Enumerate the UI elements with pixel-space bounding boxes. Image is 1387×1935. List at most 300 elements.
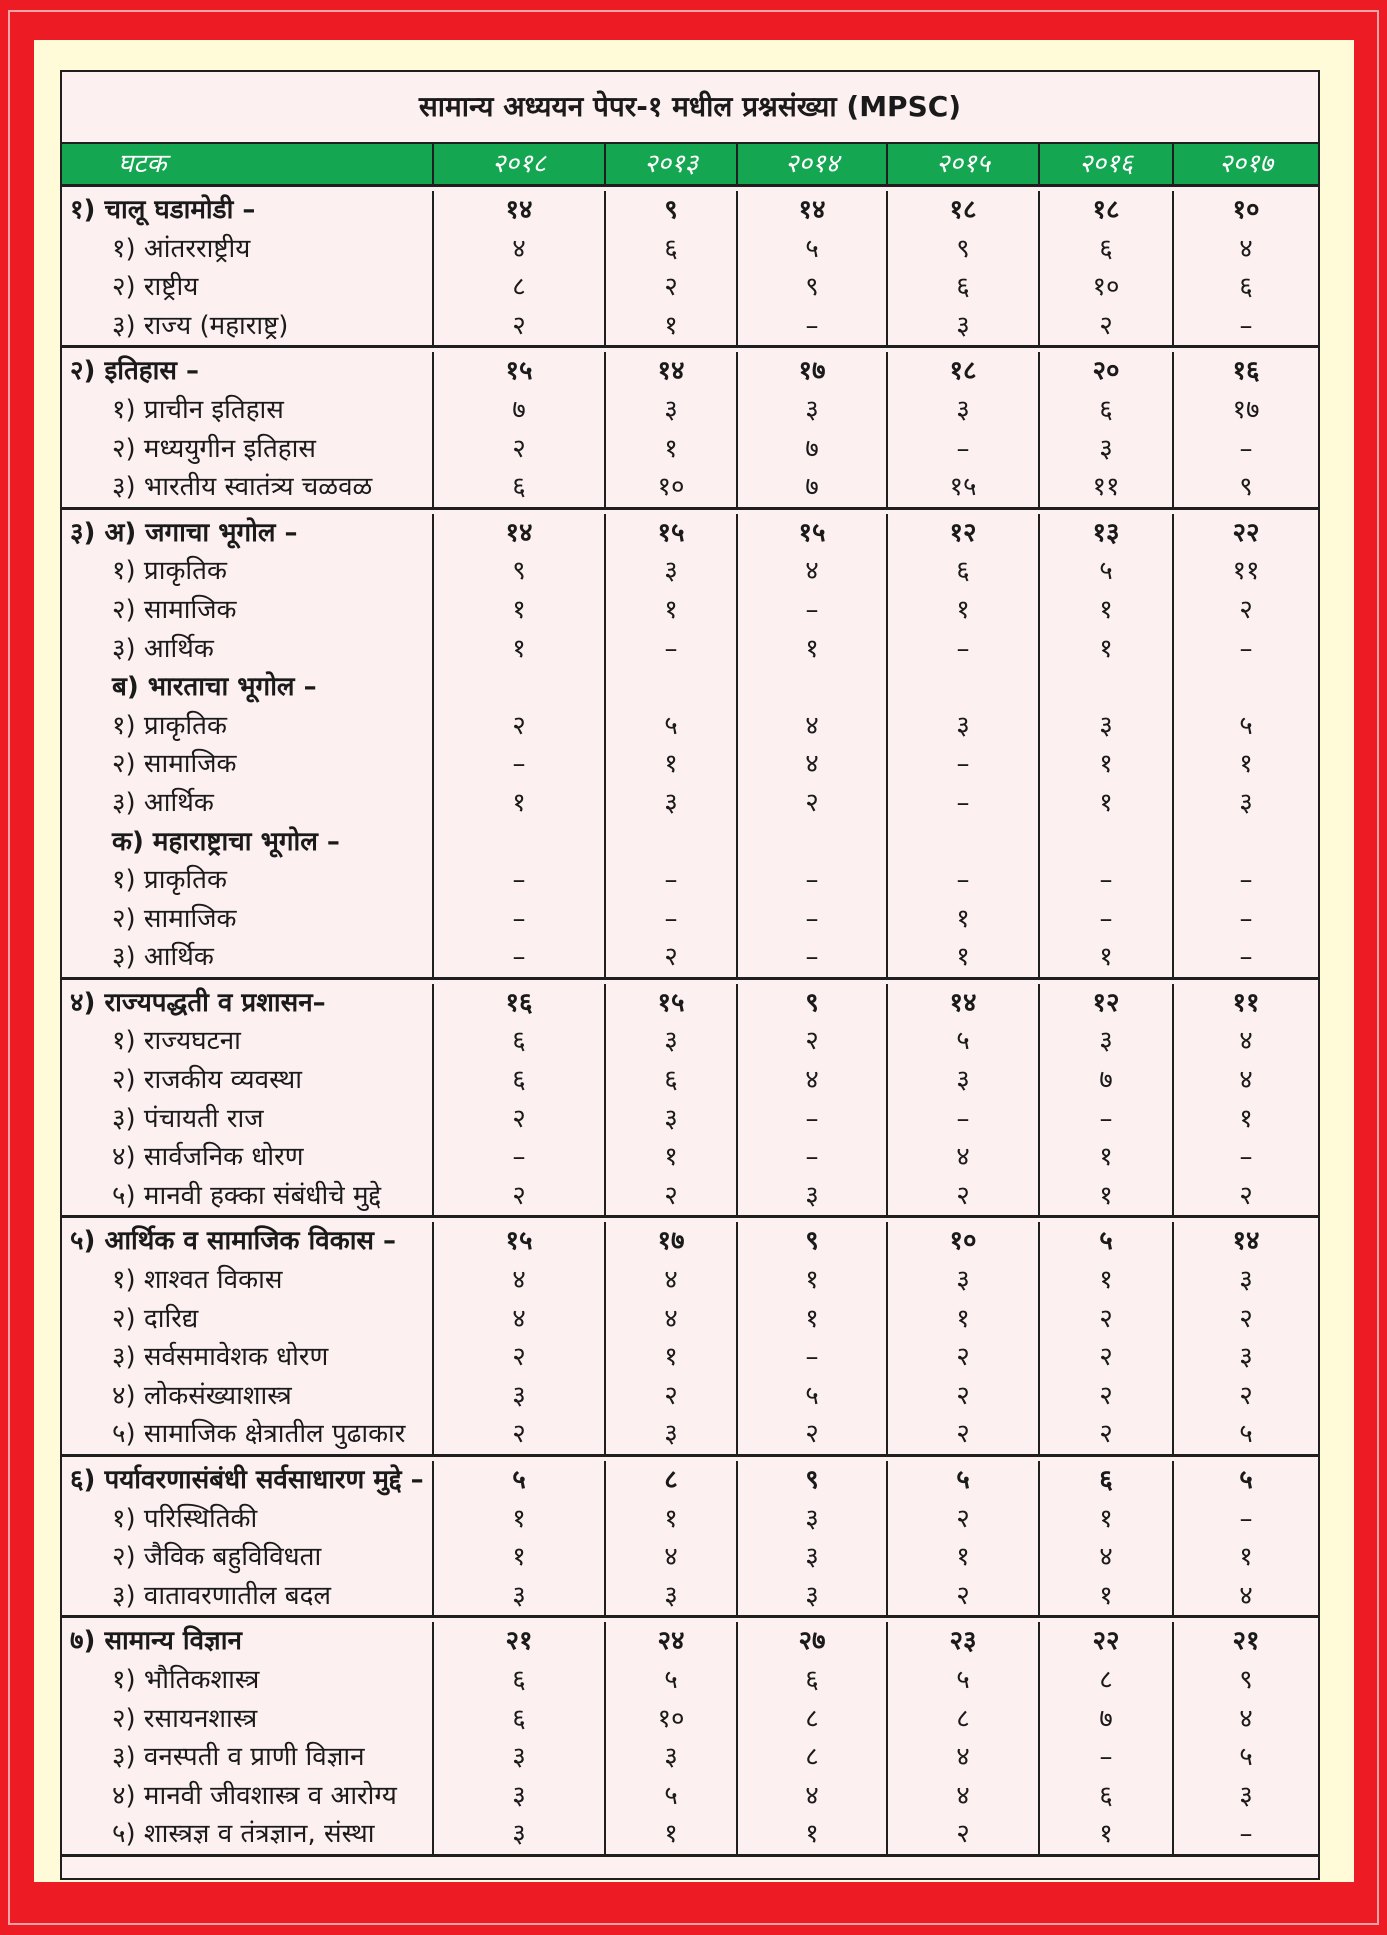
section-heading-row [62,1222,1318,1261]
year-value-cell: ८ [886,1700,1038,1739]
year-value-cell: ६ [604,230,736,269]
year-value-cell: ५ [886,1022,1038,1061]
header-year: २०१४ [736,144,886,184]
table-row [62,591,1318,630]
year-value-cell: ४ [736,552,886,591]
section-heading-row [62,1461,1318,1500]
year-value-cell: ९ [432,552,604,591]
year-value-cell: २ [736,1022,886,1061]
year-value-cell: २१ [1172,1622,1318,1661]
section-heading-row [62,514,1318,553]
year-value-cell: ३ [1172,1261,1318,1300]
table-row [62,1377,1318,1416]
year-value-cell: १ [432,1538,604,1577]
year-value-cell: – [1172,1815,1318,1854]
row-label: ३) भारतीय स्वातंत्र्य चळवळ [112,472,373,503]
year-value-cell: १ [432,784,604,823]
year-value-cell: २ [886,1338,1038,1377]
table-row [62,745,1318,784]
year-value-cell: २ [1038,1377,1172,1416]
year-value-cell: १ [604,591,736,630]
year-value-cell: ३ [736,391,886,430]
subgroup-heading-row [62,668,1318,707]
year-value-cell: ६ [432,1661,604,1700]
row-label: ३) वातावरणातील बदल [112,1580,332,1611]
year-value-cell: ३ [604,391,736,430]
year-value-cell: २ [432,1100,604,1139]
table-section [62,348,1318,509]
year-value-cell [1038,668,1172,707]
year-value-cell: ३ [604,1022,736,1061]
year-value-cell: ३ [886,1261,1038,1300]
year-value-cell: ६ [432,1700,604,1739]
row-label: ३) सर्वसमावेशक धोरण [112,1342,329,1373]
year-value-cell: ३ [1172,784,1318,823]
year-value-cell: – [432,745,604,784]
year-value-cell: ९ [604,191,736,230]
table-row [62,1415,1318,1454]
table-row [62,1177,1318,1216]
year-value-cell: १ [432,630,604,669]
year-value-cell: ९ [736,1222,886,1261]
year-value-cell: ९ [736,268,886,307]
year-value-cell: ११ [1172,552,1318,591]
row-label: ४) सार्वजनिक धोरण [112,1142,304,1173]
year-value-cell: ४ [1038,1538,1172,1577]
year-value-cell: ५ [1038,552,1172,591]
year-value-cell: २ [886,1815,1038,1854]
year-value-cell: ६ [736,1661,886,1700]
year-value-cell: ६ [886,552,1038,591]
year-value-cell: – [736,1100,886,1139]
year-value-cell: १५ [432,1222,604,1261]
year-value-cell: १ [1038,591,1172,630]
year-value-cell: १ [1038,784,1172,823]
year-value-cell: ८ [604,1461,736,1500]
year-value-cell: १४ [432,191,604,230]
year-value-cell: ९ [736,984,886,1023]
year-value-cell: ५ [886,1461,1038,1500]
row-label: २) दारिद्य [112,1303,199,1334]
row-label: १) शाश्वत विकास [112,1265,283,1296]
year-value-cell: – [886,1100,1038,1139]
row-label: २) सामाजिक [112,594,237,625]
year-value-cell: १४ [1172,1222,1318,1261]
year-value-cell: २ [604,1377,736,1416]
table-row [62,1815,1318,1854]
year-value-cell: ५ [604,1777,736,1816]
year-value-cell: १६ [1172,352,1318,391]
header-year: २०१३ [604,144,736,184]
year-value-cell: २ [1172,591,1318,630]
year-value-cell: – [736,1138,886,1177]
row-label: १) प्राकृतिक [112,556,227,587]
year-value-cell: ४ [604,1538,736,1577]
year-value-cell: १ [1172,745,1318,784]
table-row [62,430,1318,469]
year-value-cell: – [886,784,1038,823]
question-count-table [60,70,1320,1880]
row-label: ४) लोकसंख्याशास्त्र [112,1380,292,1411]
year-value-cell: २ [1038,1300,1172,1339]
table-title: सामान्य अध्ययन पेपर-१ मधील प्रश्नसंख्या (MPSC) [418,90,962,123]
year-value-cell: ६ [432,468,604,507]
header-year: २०१५ [886,144,1038,184]
table-row [62,552,1318,591]
row-label: ३) आर्थिक [112,633,214,664]
year-value-cell: – [1172,938,1318,977]
year-value-cell: ७ [736,468,886,507]
row-label: २) राजकीय व्यवस्था [112,1065,303,1096]
year-value-cell: २ [886,1415,1038,1454]
subgroup-heading-row [62,823,1318,862]
header-year: २०१७ [1172,144,1318,184]
year-value-cell: – [1172,430,1318,469]
year-value-cell: ६ [1038,1777,1172,1816]
year-value-cell: २ [886,1577,1038,1616]
year-value-cell: १६ [432,984,604,1023]
year-value-cell: ३ [604,552,736,591]
year-value-cell: २ [886,1500,1038,1539]
year-value-cell: ८ [1038,1661,1172,1700]
outer-frame-line-top [8,10,1379,12]
year-value-cell: ३ [1172,1338,1318,1377]
year-value-cell: १ [1172,1538,1318,1577]
year-value-cell: ७ [1038,1061,1172,1100]
year-value-cell: १० [1172,191,1318,230]
year-value-cell: ५ [736,230,886,269]
year-value-cell: १ [886,1300,1038,1339]
year-value-cell: २ [432,1415,604,1454]
year-value-cell: ५ [1038,1222,1172,1261]
year-value-cell [1172,668,1318,707]
table-row [62,1738,1318,1777]
year-value-cell: ५ [1172,1738,1318,1777]
year-value-cell: १ [1038,1261,1172,1300]
year-value-cell [736,823,886,862]
year-value-cell: – [736,591,886,630]
year-value-cell: २७ [736,1622,886,1661]
table-section [62,1618,1318,1857]
row-label: ब) भारताचा भूगोल – [112,672,317,703]
year-value-cell: ३ [432,1577,604,1616]
year-value-cell: ३ [432,1738,604,1777]
year-value-cell: ३ [736,1577,886,1616]
header-year: २०१६ [1038,144,1172,184]
year-value-cell: ११ [1038,468,1172,507]
row-label: ६) पर्यावरणासंबंधी सर्वसाधारण मुद्दे – [70,1465,424,1495]
table-row [62,1700,1318,1739]
year-value-cell: १ [604,430,736,469]
year-value-cell: २० [1038,352,1172,391]
year-value-cell: ६ [1038,391,1172,430]
year-value-cell: २ [604,268,736,307]
year-value-cell: – [736,900,886,939]
year-value-cell: – [1038,1100,1172,1139]
year-value-cell: १० [1038,268,1172,307]
table-row [62,1300,1318,1339]
year-value-cell: ४ [886,1738,1038,1777]
year-value-cell: ७ [432,391,604,430]
year-value-cell: १ [604,1815,736,1854]
row-label: ३) पंचायती राज [112,1103,264,1134]
year-value-cell: २३ [886,1622,1038,1661]
year-value-cell: १५ [432,352,604,391]
row-label: क) महाराष्ट्राचा भूगोल – [112,826,340,857]
year-value-cell: २ [1038,307,1172,346]
year-value-cell: ३ [736,1500,886,1539]
year-value-cell: ८ [432,268,604,307]
year-value-cell: ३ [432,1815,604,1854]
row-label: ३) आर्थिक [112,942,214,973]
year-value-cell: १० [886,1222,1038,1261]
table-body [62,187,1318,1857]
year-value-cell: ८ [736,1700,886,1739]
year-value-cell: ५ [736,1377,886,1416]
table-row [62,268,1318,307]
year-value-cell: १७ [1172,391,1318,430]
year-value-cell: – [886,745,1038,784]
year-value-cell: १० [604,1700,736,1739]
row-label: २) मध्ययुगीन इतिहास [112,433,316,464]
year-value-cell: १ [886,938,1038,977]
row-label: २) राष्ट्रीय [112,272,199,303]
section-heading-row [62,1622,1318,1661]
table-header-row [62,142,1318,187]
year-value-cell: ३ [886,707,1038,746]
year-value-cell: १२ [1038,984,1172,1023]
year-value-cell: ४ [1172,1700,1318,1739]
year-value-cell: – [432,1138,604,1177]
year-value-cell: – [736,307,886,346]
year-value-cell: – [1172,1500,1318,1539]
year-value-cell: ३ [886,307,1038,346]
year-value-cell: – [1172,861,1318,900]
year-value-cell: २ [432,1338,604,1377]
year-value-cell: १४ [886,984,1038,1023]
row-label: २) इतिहास – [70,356,199,387]
table-row [62,391,1318,430]
table-row [62,900,1318,939]
row-label: ३) वनस्पती व प्राणी विज्ञान [112,1742,365,1773]
year-value-cell: १ [1172,1100,1318,1139]
year-value-cell: ५ [1172,707,1318,746]
year-value-cell: ६ [886,268,1038,307]
year-value-cell: – [1172,307,1318,346]
year-value-cell: ५ [432,1461,604,1500]
year-value-cell: २ [432,430,604,469]
row-label: ३) अ) जगाचा भूगोल – [70,517,298,548]
year-value-cell: १५ [604,984,736,1023]
year-value-cell: ३ [604,1100,736,1139]
year-value-cell: २ [604,1177,736,1216]
year-value-cell: २ [1038,1415,1172,1454]
year-value-cell: ९ [1172,468,1318,507]
year-value-cell: १५ [886,468,1038,507]
year-value-cell: – [432,900,604,939]
year-value-cell: १ [1038,745,1172,784]
table-row [62,1661,1318,1700]
row-label: १) राज्यघटना [112,1026,241,1057]
year-value-cell: ४ [1172,1577,1318,1616]
year-value-cell: १५ [604,514,736,553]
table-row [62,938,1318,977]
year-value-cell: – [736,938,886,977]
year-value-cell: ४ [432,1300,604,1339]
year-value-cell: १ [886,900,1038,939]
year-value-cell: २ [432,707,604,746]
year-value-cell: ३ [886,1061,1038,1100]
year-value-cell: ४ [604,1261,736,1300]
table-section [62,510,1318,980]
year-value-cell: २ [1172,1377,1318,1416]
table-row [62,1338,1318,1377]
outer-frame-line-bottom [8,1923,1379,1925]
year-value-cell: २ [432,1177,604,1216]
table-row [62,1022,1318,1061]
year-value-cell: १ [886,591,1038,630]
table-row [62,861,1318,900]
year-value-cell: ३ [736,1177,886,1216]
year-value-cell: ३ [432,1777,604,1816]
row-label: १) प्राचीन इतिहास [112,394,284,425]
year-value-cell: २ [432,307,604,346]
section-heading-row [62,191,1318,230]
table-row [62,1577,1318,1616]
row-label: ७) सामान्य विज्ञान [70,1626,242,1657]
year-value-cell [1172,823,1318,862]
year-value-cell: २ [604,938,736,977]
year-value-cell: १ [1038,1177,1172,1216]
row-label: २) सामाजिक [112,749,237,780]
year-value-cell: ३ [886,391,1038,430]
table-row [62,630,1318,669]
year-value-cell: ३ [1038,1022,1172,1061]
year-value-cell: १ [1038,938,1172,977]
year-value-cell: ४ [1172,1061,1318,1100]
year-value-cell [736,668,886,707]
row-label: २) रसायनशास्त्र [112,1703,258,1734]
year-value-cell: ३ [604,1738,736,1777]
year-value-cell: १ [1038,630,1172,669]
year-value-cell: ३ [604,1415,736,1454]
year-value-cell: ६ [1172,268,1318,307]
row-label: १) भौतिकशास्त्र [112,1664,260,1695]
year-value-cell: ४ [736,707,886,746]
year-value-cell: १४ [736,191,886,230]
year-value-cell: १८ [886,191,1038,230]
table-row [62,1777,1318,1816]
row-label: २) जैविक बहुविविधता [112,1542,322,1573]
year-value-cell: ५ [1172,1415,1318,1454]
row-label: १) आंतरराष्ट्रीय [112,233,251,264]
table-section [62,1457,1318,1618]
year-value-cell: – [1172,900,1318,939]
year-value-cell: १८ [886,352,1038,391]
section-heading-row [62,352,1318,391]
year-value-cell: २ [886,1377,1038,1416]
row-label: २) सामाजिक [112,903,237,934]
year-value-cell: – [736,1338,886,1377]
year-value-cell: ४ [886,1138,1038,1177]
year-value-cell [886,668,1038,707]
year-value-cell: ४ [604,1300,736,1339]
row-label: ४) मानवी जीवशास्त्र व आरोग्य [112,1780,397,1811]
year-value-cell: १ [886,1538,1038,1577]
year-value-cell: १ [736,1300,886,1339]
year-value-cell: ३ [1172,1777,1318,1816]
year-value-cell: १ [432,591,604,630]
year-value-cell: १ [604,1138,736,1177]
year-value-cell: ६ [1038,1461,1172,1500]
year-value-cell: ४ [432,1261,604,1300]
year-value-cell: – [886,630,1038,669]
year-value-cell: १ [736,1261,886,1300]
table-row [62,1261,1318,1300]
year-value-cell: १७ [736,352,886,391]
year-value-cell: १३ [1038,514,1172,553]
year-value-cell: – [1038,1738,1172,1777]
year-value-cell: ६ [432,1022,604,1061]
year-value-cell: ६ [1038,230,1172,269]
outer-frame-line-left [8,10,10,1925]
header-component: घटक [118,149,167,179]
year-value-cell: – [1038,900,1172,939]
row-label: १) चालू घडामोडी – [70,195,256,225]
year-value-cell: ३ [604,1577,736,1616]
year-value-cell: – [604,861,736,900]
year-value-cell: १ [1038,1577,1172,1616]
year-value-cell: १ [1038,1138,1172,1177]
year-value-cell: – [886,430,1038,469]
year-value-cell: २१ [432,1622,604,1661]
year-value-cell: – [432,861,604,900]
year-value-cell: १० [604,468,736,507]
year-value-cell: ९ [886,230,1038,269]
year-value-cell: ५ [1172,1461,1318,1500]
year-value-cell: १५ [736,514,886,553]
year-value-cell: ४ [736,1061,886,1100]
year-value-cell: ४ [1172,1022,1318,1061]
year-value-cell: ६ [604,1061,736,1100]
table-row [62,1500,1318,1539]
year-value-cell: ४ [432,230,604,269]
year-value-cell: २४ [604,1622,736,1661]
row-label: ३) आर्थिक [112,787,214,818]
year-value-cell: ९ [1172,1661,1318,1700]
row-label: १) प्राकृतिक [112,710,227,741]
year-value-cell: – [432,938,604,977]
year-value-cell: २२ [1038,1622,1172,1661]
year-value-cell: १७ [604,1222,736,1261]
year-value-cell: ९ [736,1461,886,1500]
year-value-cell: ३ [604,784,736,823]
year-value-cell: ३ [736,1538,886,1577]
year-value-cell: १ [604,307,736,346]
table-row [62,1538,1318,1577]
row-label: १) प्राकृतिक [112,865,227,896]
year-value-cell: २ [736,1415,886,1454]
year-value-cell: १ [1038,1815,1172,1854]
year-value-cell: ६ [432,1061,604,1100]
table-row [62,784,1318,823]
section-heading-row [62,984,1318,1023]
table-row [62,307,1318,346]
row-label: ५) सामाजिक क्षेत्रातील पुढाकार [112,1419,406,1450]
table-row [62,1138,1318,1177]
year-value-cell: १ [736,630,886,669]
year-value-cell: १८ [1038,191,1172,230]
